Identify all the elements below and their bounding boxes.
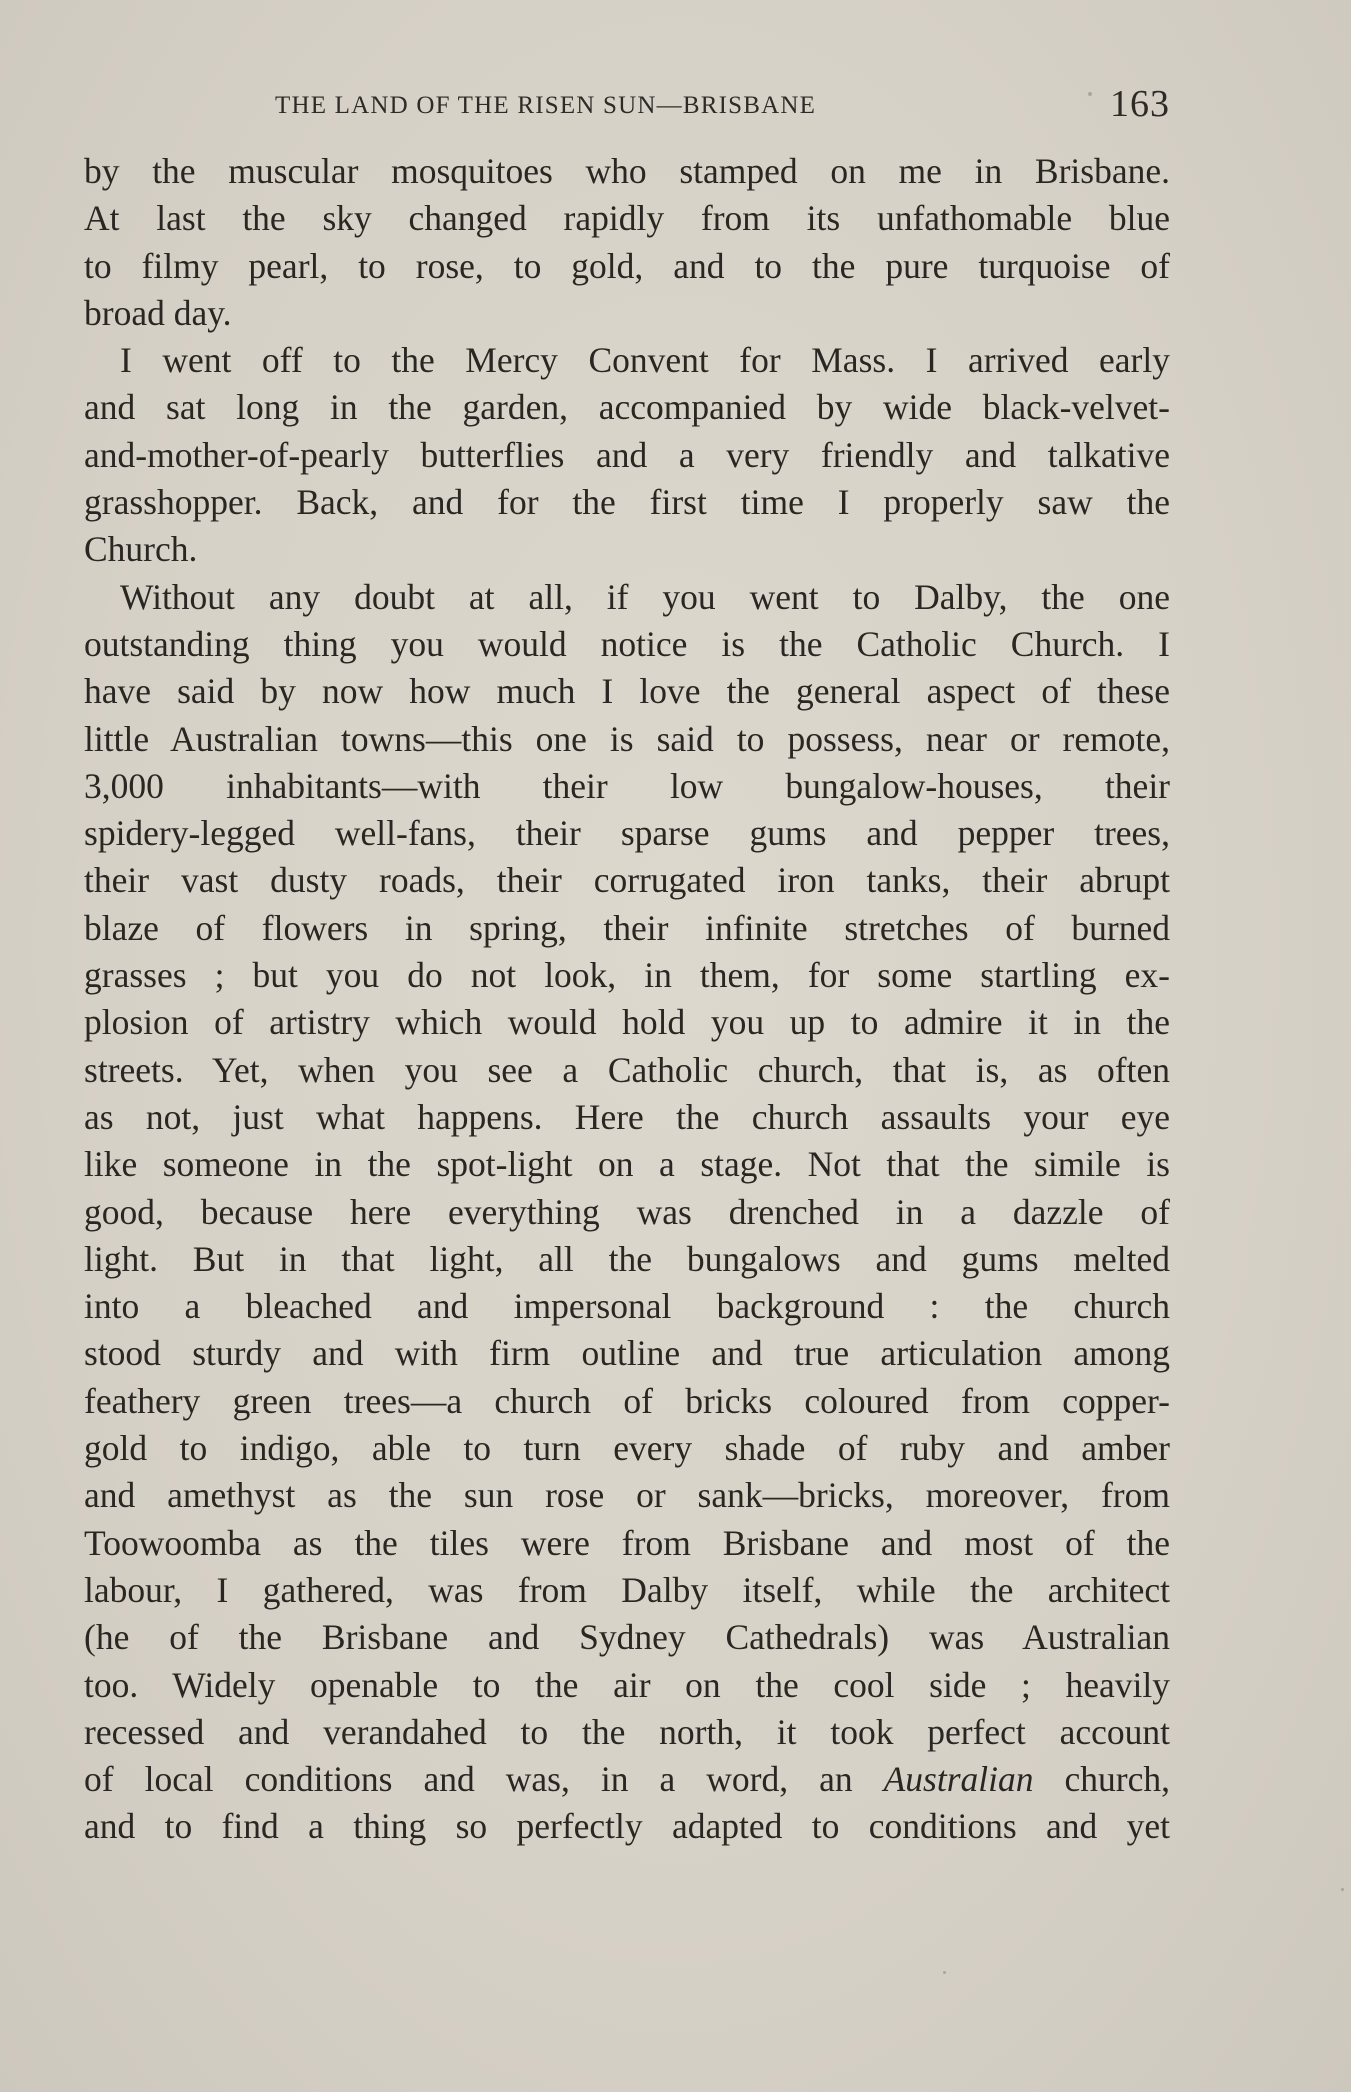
running-title: THE LAND OF THE RISEN SUN—BRISBANE [275,92,817,119]
text-line: 3,000 inhabitants—with their low bungalow-houses, their [84,765,1170,806]
text-line: little Australian towns—this one is said to possess, near or remote, [84,718,1170,759]
paragraph-3 [84,574,1170,1851]
text-line: broad day. [84,292,232,333]
text-line: grasses ; but you do not look, in them, for some startling ex- [84,955,1170,996]
text-line: gold to indigo, able to turn every shade of ruby and amber [84,1428,1170,1469]
text-line: by the muscular mosquitoes who stamped on me in Brisbane. [84,151,1170,191]
text-line: labour, I gathered, was from Dalby itself, while the architect [84,1569,1170,1610]
text-line: stood sturdy and with firm outline and true articulation among [84,1333,1170,1374]
text-line: as not, just what happens. Here the church assaults your eye [84,1096,1170,1137]
paper-speck [1341,1888,1344,1891]
text-line: outstanding thing you would notice is the Catholic Church. I [84,623,1170,664]
text-line: and sat long in the garden, accompanied by wide black-velvet- [84,387,1170,428]
text-line: and amethyst as the sun rose or sank—bricks, moreover, from [84,1475,1170,1516]
italic-word: Australian [883,1759,1034,1800]
running-head [85,82,1170,132]
text-line: light. But in that light, all the bungalows and gums melted [84,1238,1170,1279]
text-segment: of local conditions and was, in a word, an [84,1759,853,1800]
text-line: (he of the Brisbane and Sydney Cathedrals) was Australian [84,1617,1170,1658]
text-line: have said by now how much I love the general aspect of these [84,671,1170,712]
text-line: into a bleached and impersonal background : the church [84,1286,1170,1327]
text-line: blaze of flowers in spring, their infinite stretches of burned [84,907,1170,948]
text-line: Without any doubt at all, if you went to Dalby, the one [120,576,1170,617]
paragraph-2 [84,337,1170,573]
text-line: spidery-legged well-fans, their sparse gums and pepper trees, [84,813,1170,854]
text-line: and-mother-of-pearly butterflies and a very friendly and talkative [84,434,1170,475]
body-text [84,148,1170,1851]
text-line-with-italic [84,1756,1170,1803]
paragraph-1 [84,148,1170,337]
text-line: Church. [84,529,198,570]
text-line: to filmy pearl, to rose, to gold, and to the pure turquoise of [84,245,1170,286]
text-segment: church, [1033,1759,1171,1800]
text-line: Toowoomba as the tiles were from Brisbane and most of the [84,1522,1170,1563]
text-line: and to find a thing so perfectly adapted to conditions and yet [84,1806,1170,1847]
text-line: their vast dusty roads, their corrugated iron tanks, their abrupt [84,860,1170,901]
text-line: plosion of artistry which would hold you up to admire it in the [84,1002,1170,1043]
paper-speck [1088,92,1092,96]
text-line: recessed and verandahed to the north, it took perfect account [84,1711,1170,1752]
text-line: streets. Yet, when you see a Catholic church, that is, as often [84,1049,1170,1090]
page-number: 163 [1110,83,1170,125]
paper-speck [943,1971,946,1974]
text-line: like someone in the spot-light on a stage. Not that the simile is [84,1144,1170,1185]
text-line: grasshopper. Back, and for the first time I properly saw the [84,482,1170,523]
text-line: I went off to the Mercy Convent for Mass. I arrived early [120,340,1170,381]
text-line: good, because here everything was drenched in a dazzle of [84,1191,1170,1232]
text-line: too. Widely openable to the air on the cool side ; heavily [84,1664,1170,1705]
text-line: At last the sky changed rapidly from its unfathomable blue [84,198,1170,239]
text-line: feathery green trees—a church of bricks coloured from copper- [84,1380,1170,1421]
